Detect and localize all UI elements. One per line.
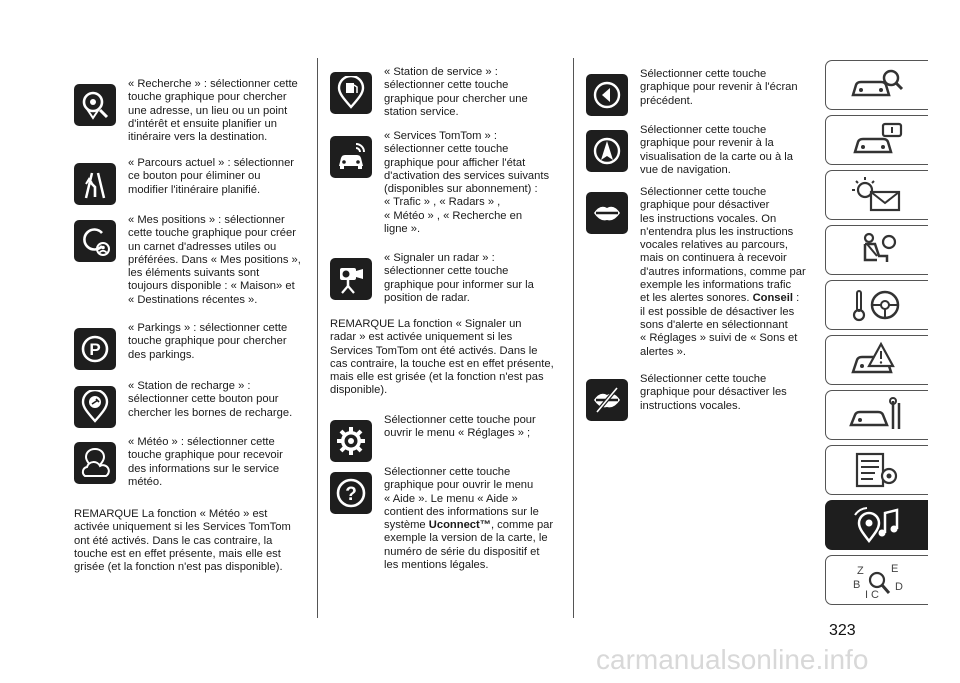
voice-mute-icon — [586, 192, 628, 234]
speed-camera-note: REMARQUE La fonction « Signaler un radar » est activée uniquement si les Services TomTom ont été activés. Dans le cas contraire, la touche est en effet présente, mais elle est grisée (et la fonction n'est pas disponible). — [330, 318, 554, 397]
entry-parking-text: « Parkings » : sélectionner cette touche graphique pour chercher des parkings. — [128, 322, 288, 361]
gas-station-icon — [330, 72, 372, 114]
index-tab-icon — [847, 560, 907, 600]
voice-off-icon — [586, 379, 628, 421]
starting-driving-tab-icon — [847, 285, 907, 325]
column-divider — [573, 58, 574, 618]
entry-settings-text: Sélectionner cette touche pour ouvrir le menu « Réglages » ; — [384, 414, 536, 440]
entry-charging-station-text: « Station de recharge » : sélectionner cette bouton pour chercher les bornes de recharge. — [128, 380, 293, 419]
weather-note: REMARQUE La fonction « Météo » est activée uniquement si les Services TomTom ont été activés. Dans le cas contraire, la touche est en effet présente, mais elle est grisée (et la fonction n'est pas disponible). — [74, 508, 291, 574]
tomtom-services-icon — [330, 136, 372, 178]
parking-icon — [74, 328, 116, 370]
help-icon — [330, 472, 372, 514]
car-search-tab-icon — [847, 65, 907, 105]
watermark: carmanualsonline.info — [596, 644, 869, 675]
weather-icon — [74, 442, 116, 484]
tab-dashboard[interactable] — [825, 115, 928, 165]
column-divider — [317, 58, 318, 618]
svg-text:P: P — [89, 340, 101, 359]
svg-text:E: E — [891, 563, 899, 575]
dashboard-tab-icon — [847, 120, 907, 160]
technical-data-tab-icon — [847, 450, 907, 490]
tab-index[interactable] — [825, 555, 928, 605]
entry-weather-text: « Météo » : sélectionner cette touche graphique pour recevoir des informations sur le service météo. — [128, 436, 283, 488]
back-arrow-icon — [586, 74, 628, 116]
tab-safety[interactable] — [825, 225, 928, 275]
my-places-icon — [74, 220, 116, 262]
charging-station-icon — [74, 386, 116, 428]
emergency-tab-icon — [847, 340, 907, 380]
entry-back-text: Sélectionner cette touche graphique pour revenir à l'écran précédent. — [640, 68, 798, 107]
multimedia-tab-icon — [847, 505, 907, 545]
tab-maintenance[interactable] — [825, 390, 928, 440]
entry-current-route-text: « Parcours actuel » : sélectionner ce bouton pour éliminer ou modifier l'itinéraire planifié. — [128, 157, 295, 196]
entry-voice-off-text: Sélectionner cette touche graphique pour désactiver les instructions vocales. — [640, 373, 787, 412]
warning-light-mail-tab-icon — [847, 175, 907, 215]
svg-text:I: I — [865, 589, 869, 600]
tab-emergency[interactable] — [825, 335, 928, 385]
svg-text:B: B — [853, 579, 861, 591]
page-number: 323 — [829, 622, 856, 639]
svg-text:D: D — [895, 581, 903, 593]
tab-multimedia[interactable] — [825, 500, 928, 550]
tab-technical-data[interactable] — [825, 445, 928, 495]
svg-text:?: ? — [345, 484, 357, 505]
airbag-seatbelt-tab-icon — [847, 230, 907, 270]
svg-text:Z: Z — [857, 565, 864, 577]
entry-tomtom-services-text: « Services TomTom » : sélectionner cette touche graphique pour afficher l'état d'activation des services suivants (disponibles sur abonnement) : « Trafic » , « Radars » , « Météo » , « Recherche en ligne ». — [384, 130, 550, 236]
entry-speed-camera-text: « Signaler un radar » : sélectionner cette touche graphique pour informer sur la position de radar. — [384, 252, 534, 304]
search-pin-icon — [74, 84, 116, 126]
entry-search-text: « Recherche » : sélectionner cette touche graphique pour chercher une adresse, un lieu ou un point d'intérêt et ensuite planifier un itinéraire vers la destination. — [128, 78, 298, 144]
entry-navigation-view-text: Sélectionner cette touche graphique pour revenir à la visualisation de la carte ou à la vue de navigation. — [640, 124, 793, 176]
speed-camera-icon — [330, 258, 372, 300]
tab-warning-lights[interactable] — [825, 170, 928, 220]
entry-voice-mute-text: Sélectionner cette touche graphique pour désactiver les instructions vocales. On n'entendra plus les instructions vocales relatives au parcours, mais on continuera à recevoir d'autres informations, comme par exemple les informations trafic et les alertes sonores. Conseil : il est possible de désactiver les sons d'alerte en sélectionnant « Réglages » suivi de « Sons et alertes ». — [640, 186, 806, 358]
conseil-bold: Conseil — [752, 292, 793, 305]
entry-my-places-text: « Mes positions » : sélectionner cette touche graphique pour créer un carnet d'adresses utiles ou préférées. Dans « Mes positions », les éléments suivants sont toujours disponible : « Maison» et « Destinations récentes ». — [128, 214, 301, 306]
tab-car-search[interactable] — [825, 60, 928, 110]
maintenance-tab-icon — [847, 395, 907, 435]
settings-gear-icon — [330, 420, 372, 462]
entry-gas-station-text: « Station de service » : sélectionner cette touche graphique pour chercher une station service. — [384, 66, 528, 118]
tab-starting-driving[interactable] — [825, 280, 928, 330]
route-clear-icon — [74, 163, 116, 205]
entry-help-text: Sélectionner cette touche graphique pour ouvrir le menu « Aide ». Le menu « Aide » contient des informations sur le système Uconnect™, comme par exemple la version de la carte, le numéro de série du dispositif et les mentions légales. — [384, 466, 554, 572]
navigation-arrow-icon — [586, 130, 628, 172]
svg-text:C: C — [871, 589, 879, 600]
uconnect-bold: Uconnect™ — [428, 519, 491, 532]
